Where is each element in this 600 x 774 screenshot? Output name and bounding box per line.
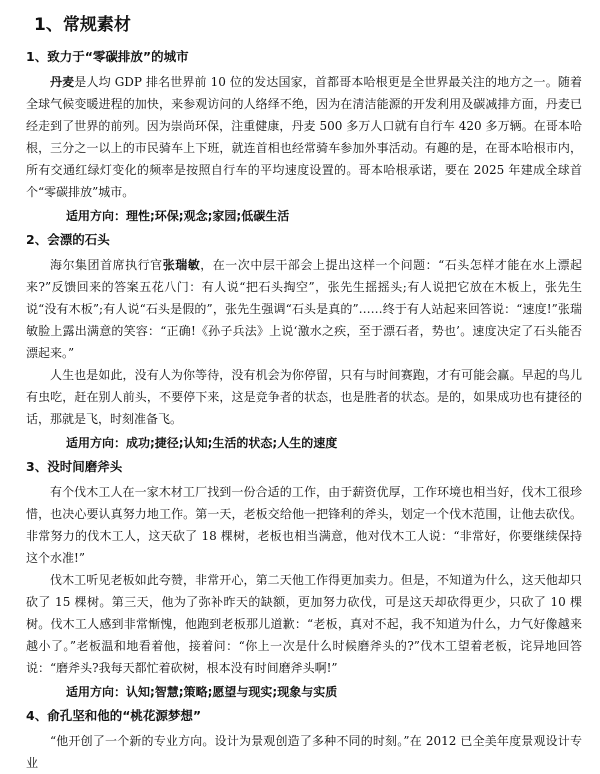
page-title: 1、常规素材 <box>34 15 131 35</box>
paragraph-text: ，在一次中层干部会上提出这样一个问题：“石头怎样才能在水上漂起来?”反馈回来的答案五花八门：有人说“把石头掏空”，张先生摇摇头;有人说把它放在木板上，张先生说“没有木板”;有人说“石头是假的”，张先生强调“石头是真的”……终于有人站起来回答说：“速度!”张瑞敏脸上露出满意的笑容：“正确!《孙子兵法》上说‘激水之疾，至于漂石者，势也’。速度决定了石头能否漂起来。” <box>26 258 582 360</box>
section-heading: 3、没时间磨斧头 <box>26 459 123 474</box>
applicable-direction: 适用方向：认知;智慧;策略;愿望与现实;现象与实质 <box>66 685 338 699</box>
paragraph-prefix: 海尔集团首席执行官 <box>50 258 163 272</box>
paragraph <box>26 71 582 203</box>
lead-term: 丹麦 <box>50 75 75 89</box>
lead-term: 张瑞敏 <box>162 258 201 272</box>
paragraph <box>26 254 582 364</box>
section-heading: 2、会漂的石头 <box>26 232 110 247</box>
paragraph: 人生也是如此，没有人为你等待，没有机会为你停留，只有与时间赛跑，才有可能会赢。早起的鸟儿有虫吃，赶在别人前头，不要停下来，这是竞争者的状态，也是胜者的状态。是的，如果成功也有捷径的话，那就是飞，时刻准备飞。 <box>26 368 582 426</box>
paragraph: 有个伐木工人在一家木材工厂找到一份合适的工作，由于薪资优厚，工作环境也相当好，伐木工很珍惜，也决心要认真努力地工作。第一天，老板交给他一把锋利的斧头，划定一个伐木范围，让他去砍伐。非常努力的伐木工人，这天砍了 18 棵树，老板也相当满意，他对伐木工人说：“非常好，你要继续保持这个水准!” <box>26 485 582 565</box>
applicable-direction: 适用方向：成功;捷径;认知;生活的状态;人生的速度 <box>66 436 338 450</box>
paragraph: “他开创了一个新的专业方向。设计为景观创造了多种不同的时刻。”在 2012 已全美年度景观设计专业 <box>26 734 582 770</box>
paragraph-text: 是人均 GDP 排名世界前 10 位的发达国家，首都哥本哈根更是全世界最关注的地方之一。随着全球气候变暖进程的加快，来参观访问的人络绎不绝，因为在清洁能源的开发利用及碳减排方面，丹麦已经走到了世界的前列。因为崇尚环保，注重健康，丹麦 500 多万人口就有自行车 420 多万辆。在哥本哈根，三分之一以上的市民骑车上下班，就连首相也经常骑车参加外事活动。有趣的是，在哥本哈根市内，所有交通红绿灯变化的频率是按照自行车的平均速度设置的。哥本哈根承诺，要在 2025 年建成全球首个“零碳排放”城市。 <box>26 75 582 199</box>
section-heading: 1、致力于“零碳排放”的城市 <box>26 49 189 64</box>
paragraph: 伐木工听见老板如此夸赞，非常开心，第二天他工作得更加卖力。但是，不知道为什么，这天他却只砍了 15 棵树。第三天，他为了弥补昨天的缺额，更加努力砍伐，可是这天却砍得更少，只砍了 10 棵树。伐木工人感到非常惭愧，他跑到老板那儿道歉：“老板，真对不起，我不知道为什么，力气好像越来越小了。”老板温和地看着他，接着问：“你上一次是什么时候磨斧头的?”伐木工望着老板，诧异地回答说：“磨斧头?我每天都忙着砍树，根本没有时间磨斧头啊!” <box>26 573 582 675</box>
section-heading: 4、俞孔坚和他的“桃花源梦想” <box>26 708 202 723</box>
applicable-direction: 适用方向：理性;环保;观念;家园;低碳生活 <box>66 209 290 223</box>
